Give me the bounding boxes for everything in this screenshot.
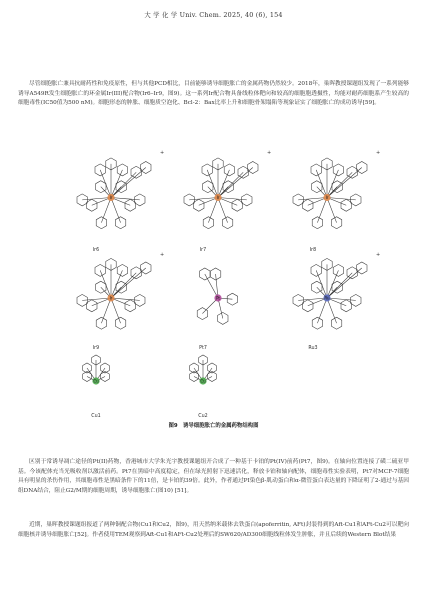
metal-symbol: Cu (93, 378, 99, 384)
bond-2 (325, 170, 338, 201)
molecule-ir7-structure (173, 150, 263, 245)
bond-10 (109, 295, 121, 323)
bond-4 (111, 268, 146, 298)
metal-symbol: Ir (325, 195, 329, 201)
ring-10 (115, 217, 125, 229)
metal-symbol: Ir (109, 195, 113, 201)
bond-2 (216, 170, 229, 201)
metal-symbol: Ru (324, 295, 330, 301)
molecule-ir9-structure (66, 252, 156, 344)
ring-8 (232, 199, 242, 211)
label-ir7: Ir7 (199, 248, 207, 253)
bond-10 (327, 198, 337, 223)
ring-2 (117, 164, 127, 176)
running-header: 大 学 化 学 Univ. Chem. 2025, 40 (6), 154 (144, 11, 283, 19)
molecule-ir6-structure (66, 150, 156, 245)
bond-2 (109, 170, 122, 201)
ring-11 (184, 194, 194, 206)
ring-0 (202, 164, 212, 176)
bond-10 (111, 198, 121, 223)
ring-9 (96, 217, 106, 229)
ring-11 (77, 294, 87, 306)
label-pt7: Pt7 (199, 346, 207, 351)
molecule-cu1-structure (66, 350, 126, 412)
molecule-cu2 (173, 350, 233, 412)
ring-8 (341, 300, 351, 312)
charge-ir6: + (160, 150, 165, 156)
charge-ru3: + (376, 252, 381, 258)
bond-4 (327, 268, 362, 298)
bond-4 (325, 168, 362, 201)
bond-4 (109, 168, 146, 201)
bond-10 (218, 198, 228, 223)
bond-9 (208, 198, 218, 223)
molecule-ir6 (66, 150, 156, 245)
ring-11 (77, 194, 87, 206)
ring-0 (311, 164, 321, 176)
molecule-ir9 (66, 252, 156, 344)
molecule-cu2-structure (173, 350, 233, 412)
ring-2 (333, 164, 343, 176)
bond-9 (317, 198, 327, 223)
ring-10 (115, 317, 125, 329)
ring-2 (333, 264, 343, 276)
bond-2 (111, 270, 122, 298)
charge-ir9: + (160, 252, 165, 258)
bond-4 (216, 168, 253, 201)
ring-7 (303, 300, 313, 312)
ring-8 (341, 199, 351, 211)
molecule-pt7 (173, 252, 263, 344)
ring-10 (331, 317, 341, 329)
ring-10 (222, 217, 232, 229)
ring-0 (95, 264, 105, 276)
molecule-pt7-structure (173, 252, 263, 344)
label-cu2: Cu2 (198, 414, 208, 419)
bond-9 (101, 198, 111, 223)
label-ir8: Ir8 (309, 248, 317, 253)
bond-9 (317, 298, 327, 323)
label-ir6: Ir6 (92, 248, 100, 253)
bond-9 (101, 295, 113, 323)
molecule-ru3-structure (282, 252, 372, 344)
molecule-ir8-structure (282, 150, 372, 245)
ring-9 (312, 317, 322, 329)
paragraph-intro: 尽管细胞胀亡兼具抗耐药性和免疫原性，但与其他PCD相比，目前能够诱导细胞胀亡的金属药物仍然较少。2018年，巢晖教授课题组发现了一系列能够诱导A549R发生细胞胀亡的环金属Ir(III)配合物(Ir6–Ir9，图9)。这一系列Ir配合物具备线粒体靶向和较高的细胞胞透摄性，均能对耐药细胞系产生较高的细胞毒性(IC50值为500 nM)。细胞形态的肿胀、细胞质空泡化、Bcl-2：Bax比率上升和细胞骨架塌陷等现象证实了细胞胀亡的成功诱导[59]。 (18, 81, 409, 107)
molecule-cu1 (66, 350, 126, 412)
ring-2 (224, 164, 234, 176)
figure-caption: 图9 诱导细胞胀亡的金属药物结构图 (168, 423, 259, 429)
ring-3 (197, 308, 207, 320)
metal-symbol: Pt (216, 295, 220, 301)
molecule-ru3 (282, 252, 372, 344)
metal-symbol: Cu (200, 378, 206, 384)
ring-8 (125, 199, 135, 211)
ring-0 (311, 264, 321, 276)
charge-ir7: + (267, 150, 272, 156)
ring-0 (95, 164, 105, 176)
label-ru3: Ru3 (308, 346, 318, 351)
molecule-ir7 (173, 150, 263, 245)
ring-9 (203, 217, 213, 229)
bond-2 (327, 270, 338, 298)
metal-symbol: Ir (109, 295, 113, 301)
paragraph-cu: 近期，巢晖教授课题组报道了两种铜配合物(Cu1和Cu2，图9)，用天然纳米载体去铁蛋白(apoferritin, AFt)封装得到的Aft-Cu1和AFt-Cu2可以靶向细胞核并诱导细胞胀亡[52]。作者使用TEM观察到Aft-Cu1和AFt-Cu2处理后的SW620/AD300细胞线粒体发生肿胀，并且后续的Western Blot结果 (18, 522, 409, 538)
label-cu1: Cu1 (91, 414, 101, 419)
ring-7 (303, 199, 313, 211)
charge-ir8: + (376, 150, 381, 156)
metal-symbol: Ir (216, 195, 220, 201)
bond-10 (327, 298, 337, 323)
ring-2 (117, 264, 127, 276)
paragraph-pt7: 区别于常诱导凋亡途径的Pt(II)药物，香港城市大学朱光宇教授课题组开合成了一种基于卡铂的Pt(IV)前药(Pt7，图9)。在轴向位置连接了磺二硫亚甲基。今该配体充当光吸收剂以激活前药。Pt7在黑暗中高度稳定，但在绿光照射下迅速活化，释放卡铂和轴向配体，细胞毒性实验表明，Pt7对MCF-7细胞具有明显的杀伤作用，其细胞毒性是黑暗条件下的11倍，是卡铂的39倍。此外，作者通过PI染色β-肌动蛋白和α-微管蛋白表达量的下降证明了2-通过与基因组DNA结合，阻止G2/M期的细胞周期，诱导细胞胀亡(图10) [51]。 (18, 459, 409, 494)
label-ir9: Ir9 (92, 346, 100, 351)
ring-9 (96, 317, 106, 329)
molecule-ir8 (282, 150, 372, 245)
